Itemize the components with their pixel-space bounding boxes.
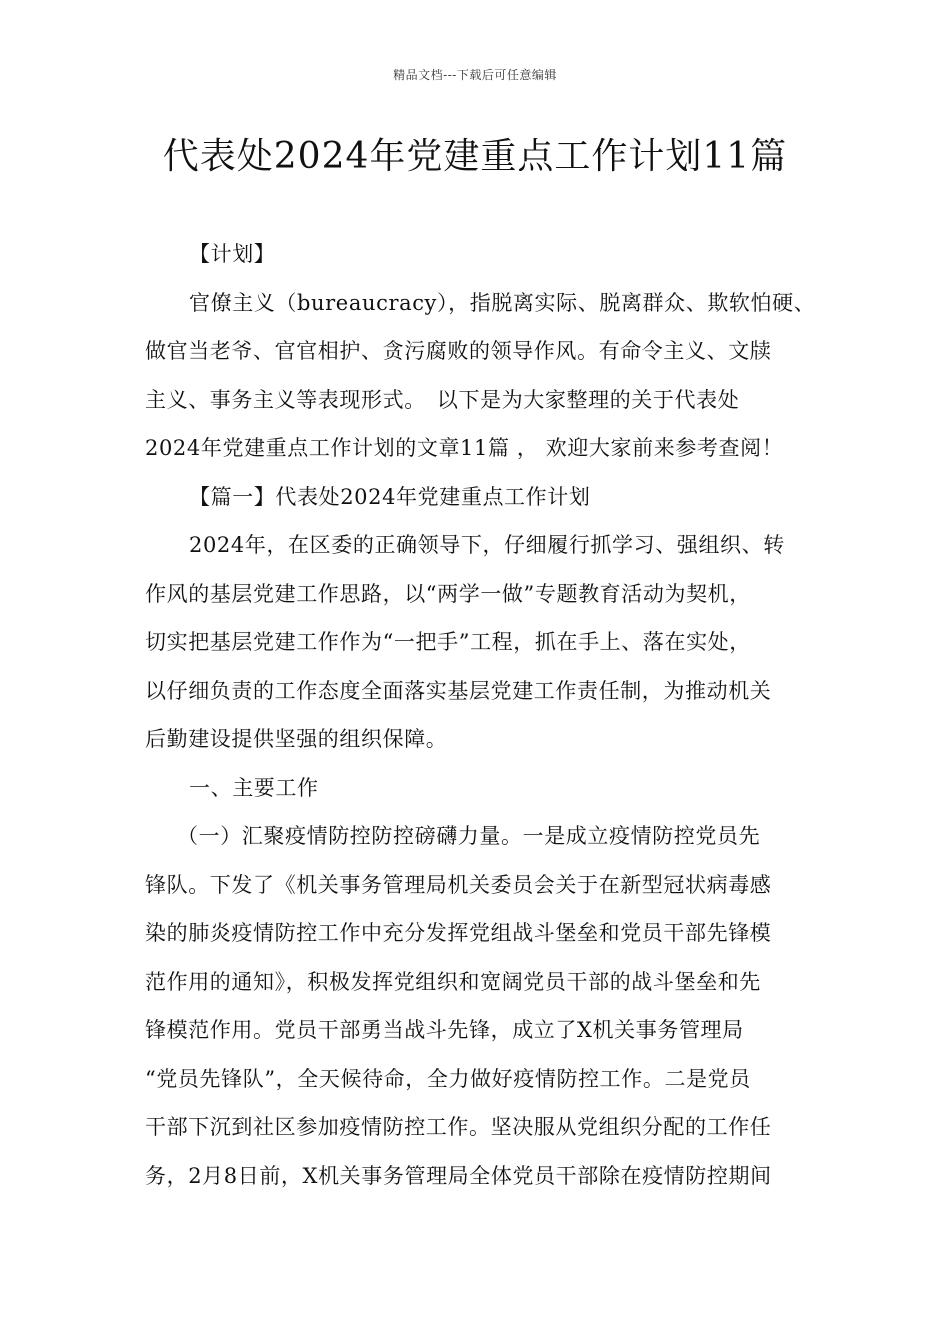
paragraph-line: 染的肺炎疫情防控工作中充分发挥党组战斗堡垒和党员干部先锋模 bbox=[145, 921, 772, 945]
paragraph-line: 锋模范作用。党员干部勇当战斗先锋，成立了X机关事务管理局 bbox=[145, 1018, 744, 1042]
header-note: 精品文档---下载后可任意编辑 bbox=[393, 68, 557, 82]
section-heading-part-one: 【篇一】代表处2024年党建重点工作计划 bbox=[189, 484, 591, 509]
paragraph-line: 后勤建设提供坚强的组织保障。 bbox=[145, 727, 448, 751]
paragraph-line: “党员先锋队”，全天候待命，全力做好疫情防控工作。二是党员 bbox=[145, 1066, 751, 1091]
section-label-plan: 【计划】 bbox=[189, 242, 276, 266]
subheading-main-work: 一、主要工作 bbox=[189, 775, 319, 800]
paragraph-line: 2024年党建重点工作计划的文章11篇 ， 欢迎大家前来参考查阅！ bbox=[145, 436, 784, 460]
paragraph-line: 作风的基层党建工作思路，以“两学一做”专题教育活动为契机， bbox=[145, 581, 751, 606]
paragraph-line: 范作用的通知》，积极发挥党组织和宽阔党员干部的战斗堡垒和先 bbox=[145, 969, 761, 994]
paragraph-line: 主义、事务主义等表现形式。 以下是为大家整理的关于代表处 bbox=[145, 387, 740, 412]
paragraph-line: 2024年，在区委的正确领导下，仔细履行抓学习、强组织、转 bbox=[189, 533, 785, 557]
paragraph-line: 务，2月8日前，X机关事务管理局全体党员干部除在疫情防控期间 bbox=[145, 1163, 772, 1188]
document-title: 代表处2024年党建重点工作计划11篇 bbox=[162, 136, 788, 177]
document-body bbox=[145, 230, 815, 1200]
paragraph-line: 做官当老爷、官官相护、贪污腐败的领导作风。有命令主义、文牍 bbox=[145, 339, 772, 363]
paragraph-line: 切实把基层党建工作作为“一把手”工程，抓在手上、落在实处， bbox=[145, 630, 751, 654]
paragraph-line: 以仔细负责的工作态度全面落实基层党建工作责任制，为推动机关 bbox=[145, 678, 772, 703]
paragraph-line: 锋队。下发了《机关事务管理局机关委员会关于在新型冠状病毒感 bbox=[145, 872, 772, 897]
paragraph-line: 官僚主义（bureaucracy），指脱离实际、脱离群众、欺软怕硬、 bbox=[189, 290, 816, 315]
paragraph-line: （一）汇聚疫情防控防控磅礴力量。一是成立疫情防控党员先 bbox=[177, 824, 761, 848]
paragraph-line: 干部下沉到社区参加疫情防控工作。坚决服从党组织分配的工作任 bbox=[145, 1115, 772, 1139]
